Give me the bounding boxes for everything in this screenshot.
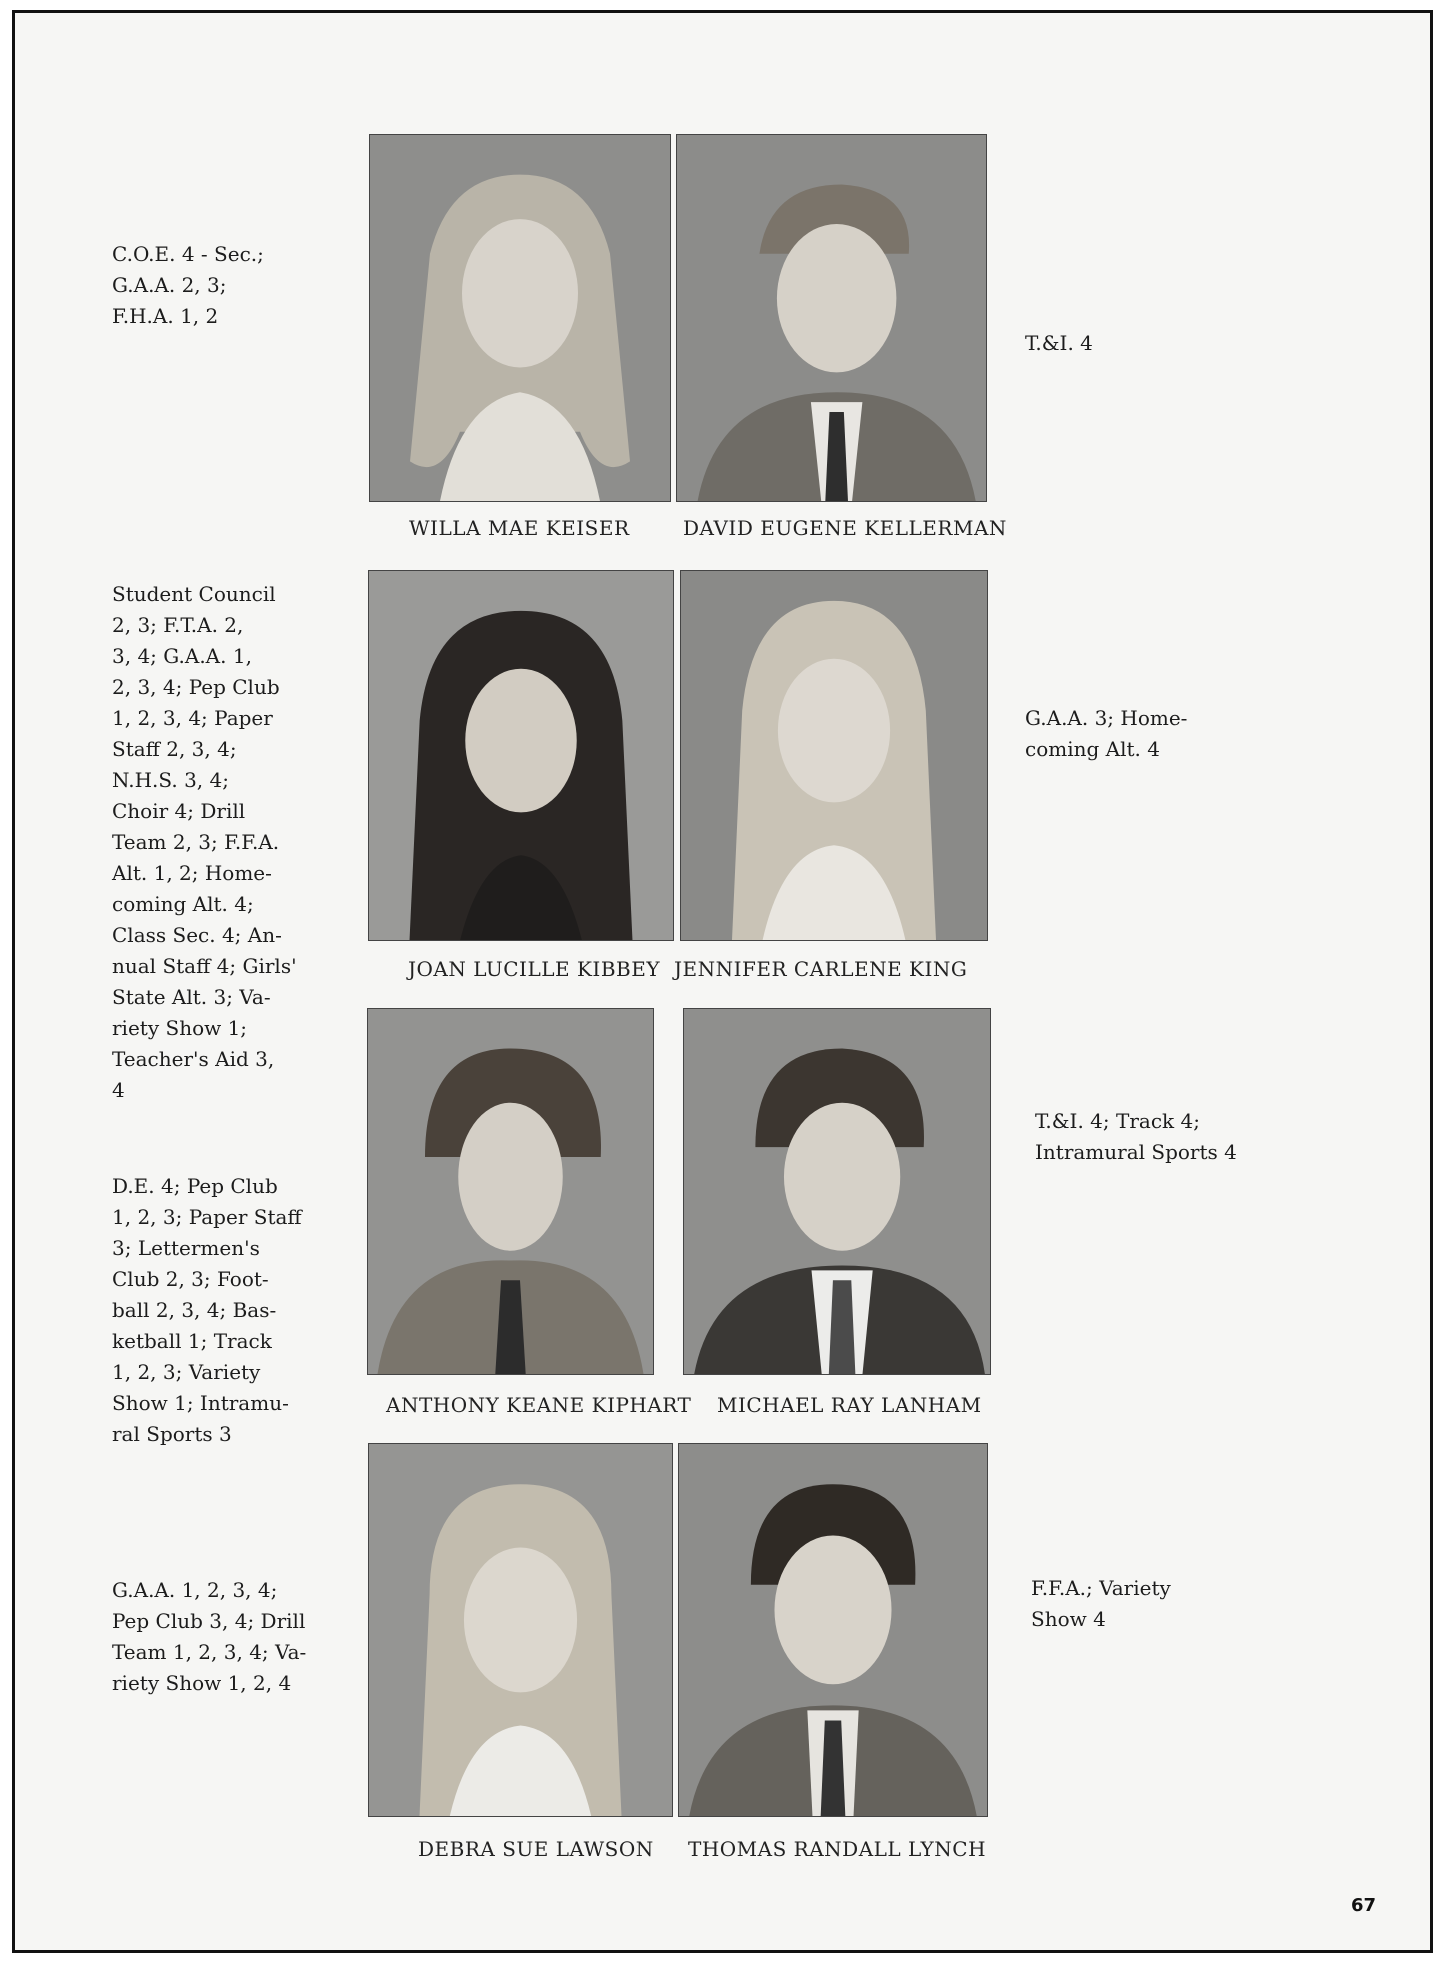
student-name: DEBRA SUE LAWSON [418,1837,654,1861]
student-activities: C.O.E. 4 - Sec.; G.A.A. 2, 3; F.H.A. 1, 2 [112,242,264,328]
student-name: THOMAS RANDALL LYNCH [688,1837,987,1861]
student-name: JOAN LUCILLE KIBBEY [408,957,661,981]
page-number: 67 [1351,1895,1377,1916]
portrait-photo [676,134,987,502]
student-name: WILLA MAE KEISER [409,516,630,540]
portrait-photo [367,1008,654,1375]
student-activities: D.E. 4; Pep Club 1, 2, 3; Paper Staff 3; Lettermen's Club 2, 3; Foot- ball 2, 3, 4; Bas- ketball 1; Track 1, 2, 3; Variety Show 1; Intramu- ral Sports 3 [112,1174,302,1446]
student-activities: T.&I. 4; Track 4; Intramural Sports 4 [1035,1109,1237,1164]
student-activities: G.A.A. 3; Home- coming Alt. 4 [1025,706,1188,761]
portrait-photo [678,1443,988,1817]
portrait-photo [683,1008,991,1375]
student-activities: F.F.A.; Variety Show 4 [1031,1576,1171,1631]
student-name: DAVID EUGENE KELLERMAN [683,516,1007,540]
portrait-photo [368,570,674,941]
portrait-photo [368,1443,673,1817]
student-name: MICHAEL RAY LANHAM [717,1393,982,1417]
student-activities: Student Council 2, 3; F.T.A. 2, 3, 4; G.A.A. 1, 2, 3, 4; Pep Club 1, 2, 3, 4; Paper Staff 2, 3, 4; N.H.S. 3, 4; Choir 4; Drill Team 2, 3; F.F.A. Alt. 1, 2; Home- coming Alt. 4; Class Sec. 4; An- nual Staff 4; Girls' State Alt. 3; Va- riety Show 1; Teacher's Aid 3, 4 [112,582,297,1102]
student-activities: G.A.A. 1, 2, 3, 4; Pep Club 3, 4; Drill Team 1, 2, 3, 4; Va- riety Show 1, 2, 4 [112,1578,307,1695]
student-name: ANTHONY KEANE KIPHART [386,1393,692,1417]
portrait-photo [369,134,671,502]
student-activities: T.&I. 4 [1025,331,1093,355]
portrait-photo [680,570,988,941]
yearbook-page [12,10,1433,1953]
student-name: JENNIFER CARLENE KING [674,957,968,981]
